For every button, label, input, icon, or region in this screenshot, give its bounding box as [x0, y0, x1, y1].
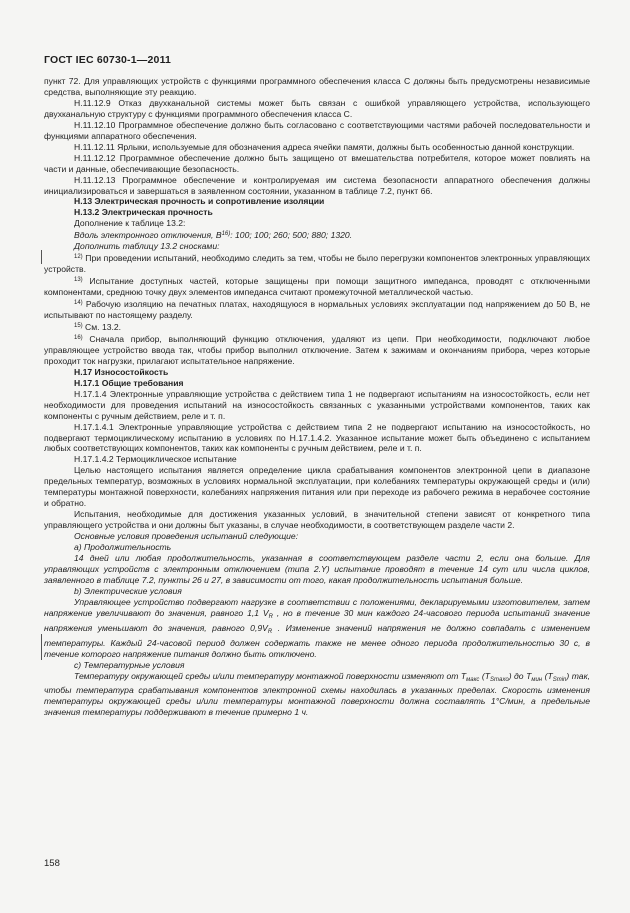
text-run: Н.17 Износостойкость	[74, 366, 169, 377]
text-run: При проведении испытаний, необходимо следить за тем, чтобы не было перегрузки компонентов электронных управляющих устройств.	[44, 253, 590, 275]
text-run: (T	[542, 670, 553, 681]
text-run: Основные условия проведения испытаний следующие:	[74, 531, 299, 542]
text-run: . Изменение значений напряжения не должно совпадать с изменением температуры. Каждый 24-часовой период должен содержать также не менее одного периода продолжительностью 30 с, в течение которого напряжение питания должно быть отключено.	[44, 622, 591, 659]
text-run: Н.17.1.4 Электронные управляющие устройства с действием типа 1 не подвергают испытаниям на износостойкость, если нет необходимости для проведения испытаний на износостойкость связанных с указанными устройствами компонентов, таких как компоненты с ручным действием, реле и т. п.	[44, 388, 590, 421]
text-run: Вдоль электронного отключения, В	[74, 230, 222, 241]
paragraph	[44, 660, 590, 671]
paragraph	[44, 531, 590, 542]
text-run: Испытания, необходимые для достижения указанных условий, в значительной степени зависят от конкретного типа управляющего устройства и они должны быт указаны, в случае необходимости, в соответствующем разделе части 2.	[44, 509, 590, 531]
paragraph	[44, 586, 590, 597]
subscript: R	[268, 613, 273, 620]
subscript: Smin	[552, 676, 567, 683]
revision-mark	[41, 250, 42, 264]
paragraph	[44, 389, 590, 422]
text-run: Н.13.2 Электрическая прочность	[74, 207, 213, 218]
text-run: Н.17.1.4.1 Электронные управляющие устройства с действием типа 2 не подвергают испытанию на износостойкость, но подвергают термоциклическому испытанию в условиях по Н.17.1.4.2. Указанное испытание может быть объединено с испытанием любых соответствующих компонентов, таких как компоненты с ручным действием, реле и т. п.	[44, 421, 590, 454]
paragraph	[44, 597, 590, 660]
paragraph	[44, 465, 590, 509]
paragraph	[44, 553, 590, 586]
subscript: макс	[466, 676, 480, 683]
text-run: Температуру окружающей среды и/или температуру монтажной поверхности изменяют от T	[74, 670, 467, 681]
text-run: Н.13 Электрическая прочность и сопротивление изоляции	[74, 196, 325, 207]
text-run: ) до T	[508, 670, 532, 681]
document-body	[44, 76, 590, 718]
text-run: Управляющее устройство подвергают нагрузке в соответствии с положениями, декларируемыми изготовителем, затем напряжение увеличивают до значения, равного 1,1 V	[44, 596, 590, 618]
paragraph	[44, 207, 590, 218]
text-run: ) так, чтобы температура срабатывания компонентов электронной схемы находилась в указанных пределах. Скорость изменения температуры окружающей среды и/или температуры монтажной поверхности должна составлять 1°С/мин, а предельные значения температуры поддерживают в течение примерно 1 ч.	[44, 670, 591, 718]
paragraph	[44, 98, 590, 120]
text-run: 14 дней или любая продолжительность, указанная в соответствующем разделе части 2, если она больше. Для управляющих устройств с электронным отключением (типа 2.Y) испытание проводят в течение 14 сут или числа циклов, заявленного в таблице 7.2, пункты 26 и 27, в зависимости от того, какая продолжительность испытания больше.	[44, 552, 590, 585]
footnote-mark: 15)	[74, 322, 83, 329]
paragraph	[44, 509, 590, 531]
footnote-mark: 16)	[221, 231, 231, 238]
text-run: См. 13.2.	[82, 321, 122, 332]
text-run: а) Продолжительность	[74, 542, 172, 553]
text-run: Сначала прибор, выполняющий функцию отключения, удаляют из цепи. При необходимости, подключают любое управляющее устройство ввода так, чтобы прибор выполнил отключение. Затем к зажимам и окончаниям прибора, через которые проходит ток нагрузки, прилагают испытательное напряжение.	[44, 333, 590, 366]
page-number: 158	[44, 858, 60, 869]
footnote-mark: 14)	[74, 300, 83, 307]
text-run: Н.11.12.13 Программное обеспечение и контролируемая им система безопасности аппаратного обеспечения должны инициализироваться и завершаться в заявленном состоянии, указанном в таблице 7.2, пункт 66.	[44, 174, 590, 196]
paragraph	[44, 241, 590, 252]
paragraph	[44, 252, 590, 275]
paragraph	[44, 275, 590, 298]
paragraph	[44, 367, 590, 378]
footnote-mark: 12)	[74, 254, 83, 261]
text-run: : 100; 100; 260; 500; 880; 1320.	[230, 230, 353, 241]
paragraph	[44, 76, 590, 98]
subscript: мин	[531, 676, 543, 683]
text-run: с) Температурные условия	[74, 659, 185, 670]
paragraph	[44, 218, 590, 229]
text-run: Н.17.1.4.2 Термоциклическое испытание	[74, 454, 237, 465]
paragraph	[44, 333, 590, 367]
text-run: (T	[479, 670, 490, 681]
paragraph	[44, 153, 590, 175]
text-run: b) Электрические условия	[74, 585, 182, 596]
paragraph	[44, 542, 590, 553]
text-run: Н.11.12.10 Программное обеспечение должно быть согласовано с соответствующими частями рабочей последовательности и функциями аппаратного обеспечения.	[44, 119, 590, 141]
text-run: Н.11.12.9 Отказ двухканальной системы может быть связан с ошибкой управляющего устройства, использующего двухканальную структуру с функциями программного обеспечения класса С.	[44, 97, 590, 119]
text-run: пункт 72. Для управляющих устройств с функциями программного обеспечения класса С должны быть предусмотрены независимые средства, выполняющие эту реакцию.	[44, 76, 590, 97]
text-run: , но в течение 30 мин каждого 24-часового периода испытаний значение напряжения уменьшают до значения, равного 0,9V	[44, 607, 591, 633]
paragraph	[44, 229, 590, 241]
footnote-mark: 13)	[74, 277, 83, 284]
subscript: R	[267, 628, 273, 635]
paragraph	[44, 422, 590, 455]
paragraph	[44, 120, 590, 142]
text-run: Испытание доступных частей, которые защищены при помощи защитного импеданса, проводят с отключенными компонентами, среднюю точку двух элементов импеданса считают промежуточной металлической частью.	[44, 276, 590, 298]
paragraph	[44, 321, 590, 333]
text-run: Рабочую изоляцию на печатных платах, находящуюся в нормальных условиях эксплуатации под напряжением до 50 В, не испытывают по настоящему разделу.	[44, 299, 590, 321]
subscript: Smaxo	[490, 676, 509, 683]
text-run: Н.11.12.12 Программное обеспечение должно быть защищено от вмешательства потребителя, которое может повлиять на части и данные, обеспечивающие безопасность.	[44, 152, 590, 174]
text-run: Н.11.12.11 Ярлыки, используемые для обозначения адреса ячейки памяти, должны быть особенностью данной конструкции.	[74, 141, 575, 152]
text-run: Дополнение к таблице 13.2:	[74, 218, 186, 229]
text-run: Н.17.1 Общие требования	[74, 377, 184, 388]
paragraph	[44, 671, 590, 719]
paragraph	[44, 142, 590, 153]
paragraph	[44, 378, 590, 389]
paragraph	[44, 196, 590, 207]
text-run: Дополнить таблицу 13.2 сносками:	[74, 241, 220, 252]
document-header: ГОСТ IEC 60730-1—2011	[44, 54, 172, 66]
paragraph	[44, 298, 590, 321]
text-run: Целью настоящего испытания является определение цикла срабатывания компонентов электронной цепи в диапазоне предельных температур, возможных в условиях нормальной эксплуатации, при колебаниях температуры окружающей среды и (или) температуры монтажной поверхности, колебаниях напряжения питания или при переходе из рабочего режима в нерабочее состояние и обратно.	[44, 465, 590, 509]
paragraph	[44, 175, 590, 197]
footnote-mark: 16)	[74, 334, 83, 341]
paragraph	[44, 454, 590, 465]
revision-mark	[41, 634, 42, 660]
